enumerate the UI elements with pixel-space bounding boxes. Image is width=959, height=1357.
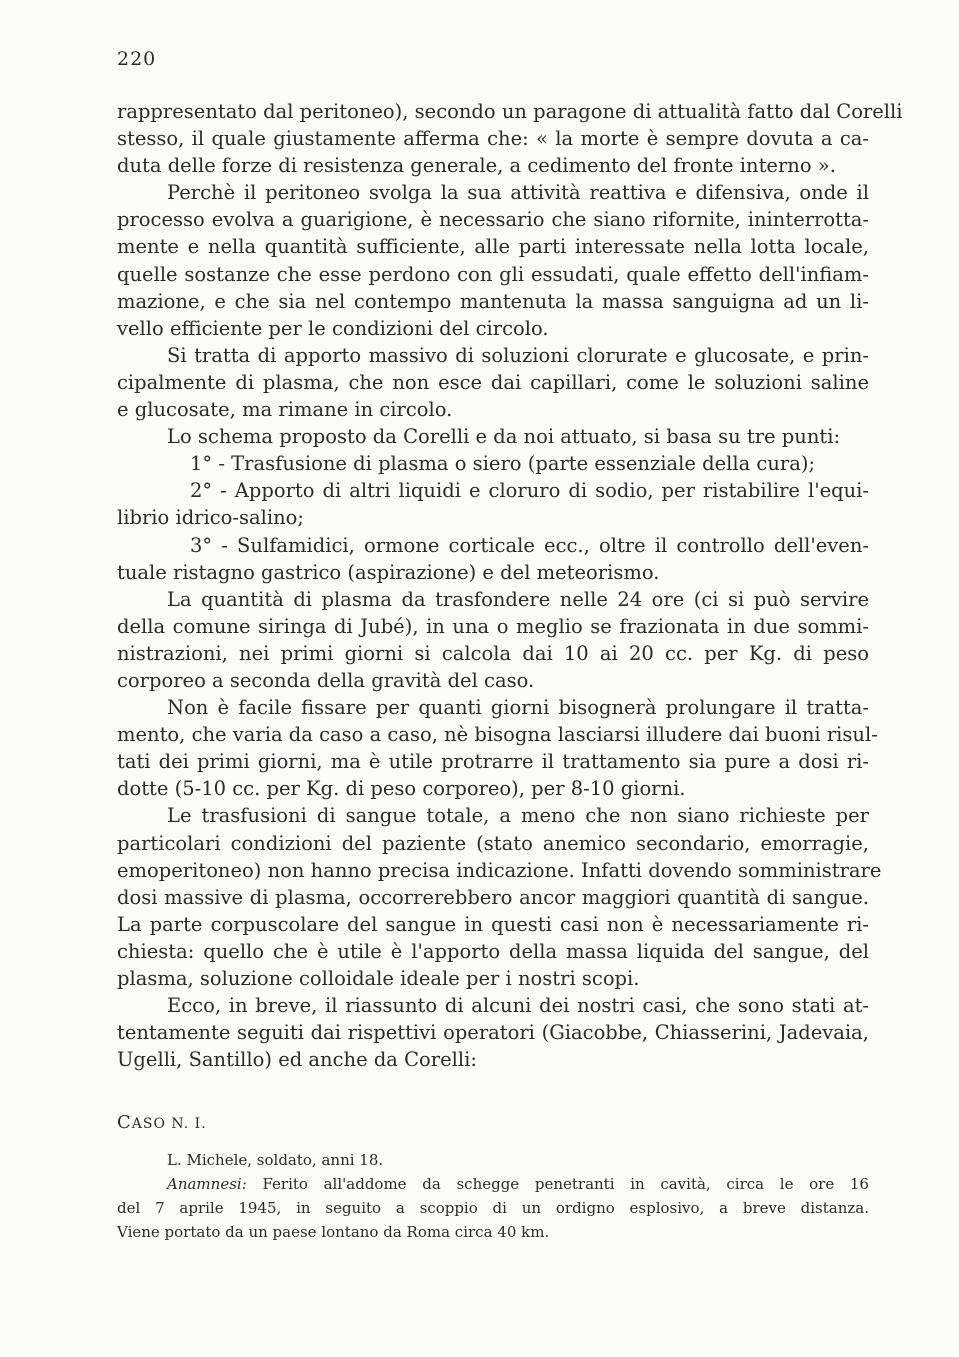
list-item: [117, 477, 869, 531]
text-line: Viene portato da un paese lontano da Roma circa 40 km.: [117, 1223, 550, 1241]
text-line: Lo schema proposto da Corelli e da noi attuato, si basa su tre punti:: [167, 425, 841, 449]
text-line: processo evolva a guarigione, è necessario che siano rifornite, ininterrotta-: [117, 208, 869, 232]
text-line: librio idrico-salino;: [117, 506, 304, 530]
text-line: dosi massive di plasma, occorrerebbero ancor maggiori quantità di sangue.: [117, 885, 869, 909]
text-line: mento, che varia da caso a caso, nè bisogna lasciarsi illudere dai buoni risul-: [117, 723, 878, 747]
page-number: 220: [117, 48, 157, 70]
text-line: 1° - Trasfusione di plasma o siero (parte essenziale della cura);: [190, 452, 816, 476]
text-line: del 7 aprile 1945, in seguito a scoppio di un ordigno esplosivo, a breve distanza.: [117, 1199, 869, 1217]
paragraph: [117, 992, 869, 1073]
list-item: [117, 532, 869, 586]
text-line: Si tratta di apporto massivo di soluzioni clorurate e glucosate, e prin-: [167, 343, 869, 367]
text-line: cipalmente di plasma, che non esce dai capillari, come le soluzioni saline: [117, 370, 869, 394]
text-line: dotte (5-10 cc. per Kg. di peso corporeo), per 8-10 giorni.: [117, 777, 686, 801]
text-line: tentamente seguiti dai rispettivi operatori (Giacobbe, Chiasserini, Jadevaia,: [117, 1021, 869, 1045]
text-line: chiesta: quello che è utile è l'apporto della massa liquida del sangue, del: [117, 939, 869, 963]
text-line: 2° - Apporto di altri liquidi e cloruro di sodio, per ristabilire l'equi-: [190, 479, 869, 503]
case-heading-rest: ASO N. I.: [131, 1116, 207, 1132]
case-heading: [117, 1112, 207, 1133]
anamnesi-line: [117, 1172, 869, 1196]
text-line: Perchè il peritoneo svolga la sua attività reattiva e difensiva, onde il: [167, 181, 869, 205]
text-line: 3° - Sulfamidici, ormone corticale ecc., oltre il controllo dell'even-: [190, 533, 869, 557]
text-line: della comune siringa di Jubé), in una o meglio se frazionata in due sommi-: [117, 614, 869, 638]
paragraph: [117, 98, 903, 179]
text-line: mente e nella quantità sufficiente, alle parti interessate nella lotta locale,: [117, 235, 869, 259]
list-item: [117, 450, 869, 477]
text-line: La parte corpuscolare del sangue in questi casi non è necessariamente ri-: [117, 912, 869, 936]
body-text: [117, 98, 903, 1073]
paragraph: [117, 694, 878, 802]
text-line: Ugelli, Santillo) ed anche da Corelli:: [117, 1048, 477, 1072]
text-line: emoperitoneo) non hanno precisa indicazione. Infatti dovendo somministrare: [117, 858, 882, 882]
text-line: nistrazioni, nei primi giorni si calcola dai 10 ai 20 cc. per Kg. di peso: [117, 641, 869, 665]
text-line: corporeo a seconda della gravità del caso.: [117, 668, 535, 692]
text-line: particolari condizioni del paziente (stato anemico secondario, emorragie,: [117, 831, 869, 855]
text-line: Non è facile fissare per quanti giorni bisognerà prolungare il tratta-: [167, 696, 869, 720]
text-line: stesso, il quale giustamente afferma che: « la morte è sempre dovuta a ca-: [117, 127, 869, 151]
paragraph: [117, 586, 869, 694]
anamnesi-text: Ferito all'addome da schegge penetranti in cavità, circa le ore 16: [262, 1175, 869, 1193]
text-line: Ecco, in breve, il riassunto di alcuni dei nostri casi, che sono stati at-: [167, 994, 869, 1018]
case-heading-initial: C: [117, 1112, 132, 1133]
text-line: rappresentato dal peritoneo), secondo un paragone di attualità fatto dal Corelli: [117, 100, 903, 123]
text-line: duta delle forze di resistenza generale, a cedimento del fronte interno ».: [117, 154, 836, 178]
patient-line: L. Michele, soldato, anni 18.: [167, 1151, 384, 1169]
case-text: [117, 1148, 869, 1244]
paragraph: [117, 342, 869, 423]
paragraph: [117, 802, 882, 992]
text-line: Le trasfusioni di sangue totale, a meno che non siano richieste per: [167, 804, 869, 828]
text-line: e glucosate, ma rimane in circolo.: [117, 398, 453, 422]
text-line: mazione, e che sia nel contempo mantenuta la massa sanguigna ad un li-: [117, 289, 869, 313]
text-line: tati dei primi giorni, ma è utile protrarre il trattamento sia pure a dosi ri-: [117, 750, 869, 774]
anamnesi-label: Anamnesi:: [167, 1175, 247, 1193]
text-line: La quantità di plasma da trasfondere nelle 24 ore (ci si può servire: [167, 587, 869, 611]
text-line: vello efficiente per le condizioni del circolo.: [117, 316, 549, 340]
text-line: plasma, soluzione colloidale ideale per i nostri scopi.: [117, 967, 640, 990]
paragraph: [117, 179, 869, 342]
paragraph: [117, 423, 869, 450]
text-line: quelle sostanze che esse perdono con gli essudati, quale effetto dell'infiam-: [117, 262, 869, 286]
text-line: tuale ristagno gastrico (aspirazione) e del meteorismo.: [117, 560, 660, 584]
